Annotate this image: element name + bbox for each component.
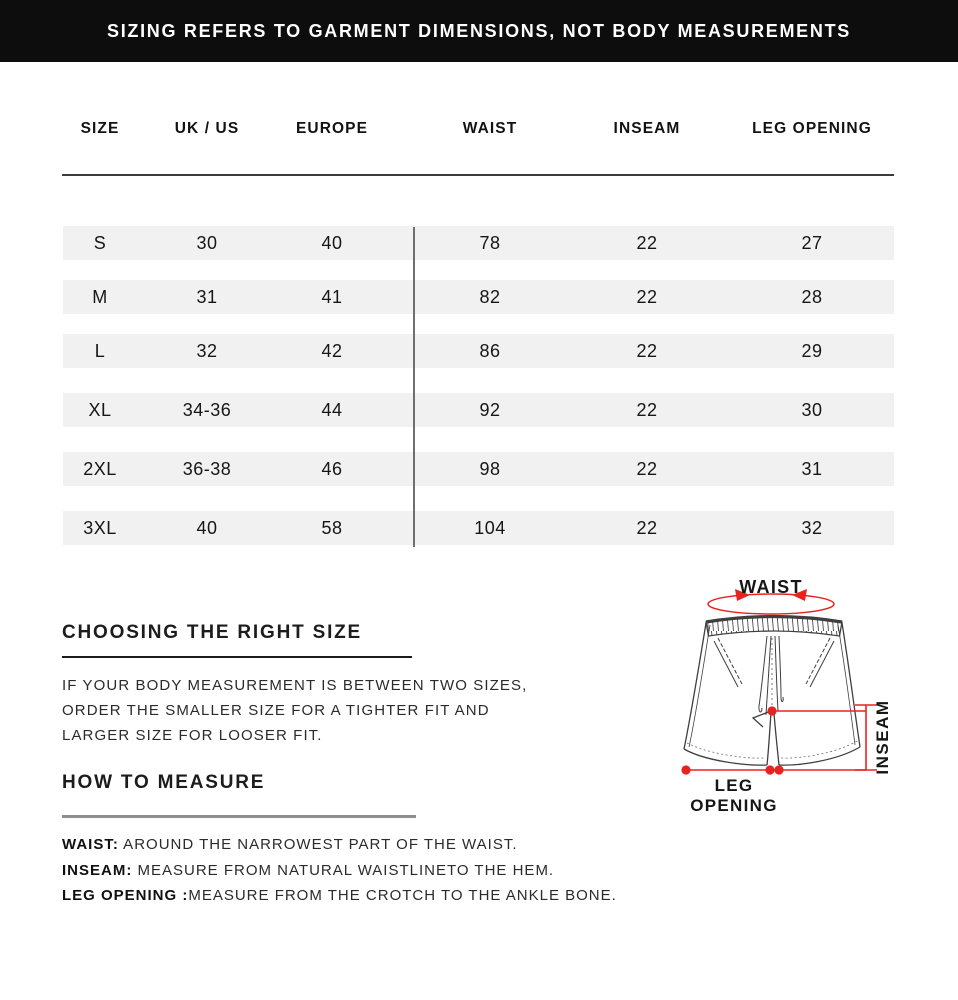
column-header-uk-us: UK / US (174, 120, 240, 137)
shorts-outline-icon (684, 617, 860, 766)
column-header-inseam: INSEAM (613, 120, 681, 137)
measure-item-label: INSEAM: (62, 861, 133, 879)
table-cell: 34-36 (182, 400, 232, 420)
column-header-europe: EUROPE (295, 120, 369, 137)
table-cell: 28 (801, 287, 823, 307)
paragraph-line: LARGER SIZE FOR LOOSER FIT. (62, 727, 323, 744)
table-row-3xl (63, 511, 894, 545)
table-cell: 30 (801, 400, 823, 420)
diagram-leg-opening-label (690, 776, 778, 816)
table-cell: 44 (321, 400, 343, 420)
table-row-xl (63, 393, 894, 427)
table-cell: M (92, 287, 108, 307)
choosing-size-paragraph (62, 673, 527, 748)
table-cell: 36-38 (182, 459, 232, 479)
measure-item-text: AROUND THE NARROWEST PART OF THE WAIST. (118, 836, 518, 853)
column-header-size: SIZE (80, 120, 120, 137)
table-cell: 3XL (83, 518, 117, 538)
table-cell: 22 (636, 287, 658, 307)
table-row-s (63, 226, 894, 260)
column-header-waist: WAIST (462, 120, 518, 137)
measure-item-waist (62, 832, 617, 858)
diagram-inseam-label: INSEAM (873, 699, 892, 775)
leg-opening-line2: OPENING (690, 796, 778, 815)
table-cell: 98 (479, 459, 501, 479)
table-vertical-divider (413, 227, 415, 547)
table-cell: 32 (196, 341, 218, 361)
table-row-m (63, 280, 894, 314)
measure-item-leg-opening (62, 883, 617, 909)
paragraph-line: ORDER THE SMALLER SIZE FOR A TIGHTER FIT AND (62, 702, 490, 719)
table-cell: 46 (321, 459, 343, 479)
table-cell: 31 (196, 287, 218, 307)
table-row-l (63, 334, 894, 368)
measure-item-inseam (62, 858, 617, 884)
choosing-size-heading: CHOOSING THE RIGHT SIZE (62, 622, 363, 643)
how-to-measure-rule (62, 815, 416, 818)
table-cell: 92 (479, 400, 501, 420)
measure-item-text: MEASURE FROM THE CROTCH TO THE ANKLE BONE. (188, 887, 617, 904)
table-cell: 86 (479, 341, 501, 361)
table-cell: 41 (321, 287, 343, 307)
table-cell: S (93, 233, 107, 253)
table-header-rule (62, 174, 894, 176)
table-cell: 42 (321, 341, 343, 361)
measure-item-label: LEG OPENING : (62, 887, 189, 904)
table-cell: 40 (321, 233, 343, 253)
banner-text: SIZING REFERS TO GARMENT DIMENSIONS, NOT BODY MEASUREMENTS (107, 20, 851, 41)
paragraph-line: IF YOUR BODY MEASUREMENT IS BETWEEN TWO SIZES, (62, 677, 528, 694)
table-cell: 22 (636, 341, 658, 361)
table-cell: XL (88, 400, 112, 420)
table-cell: L (94, 341, 106, 361)
table-cell: 27 (801, 233, 823, 253)
table-cell: 2XL (83, 459, 117, 479)
choosing-size-rule (62, 656, 412, 658)
table-row-2xl (63, 452, 894, 486)
shorts-measurement-diagram (650, 565, 958, 845)
leg-opening-line1: LEG (714, 776, 754, 795)
banner (0, 0, 958, 62)
table-cell: 22 (636, 518, 658, 538)
table-cell: 58 (321, 518, 343, 538)
measure-item-text: MEASURE FROM NATURAL WAISTLINETO THE HEM. (132, 861, 555, 879)
table-cell: 78 (479, 233, 501, 253)
how-to-measure-heading: HOW TO MEASURE (62, 772, 266, 793)
table-cell: 29 (801, 341, 823, 361)
table-cell: 82 (479, 287, 501, 307)
measure-item-label: WAIST: (62, 836, 119, 853)
table-cell: 31 (801, 459, 823, 479)
diagram-waist-label: WAIST (739, 577, 803, 597)
table-cell: 30 (196, 233, 218, 253)
table-cell: 22 (636, 233, 658, 253)
table-cell: 22 (636, 459, 658, 479)
leg-opening-measure-icon (681, 765, 866, 774)
table-cell: 104 (474, 518, 506, 538)
how-to-measure-list (62, 832, 617, 909)
table-cell: 32 (801, 518, 823, 538)
column-header-leg-opening: LEG OPENING (752, 120, 872, 137)
table-cell: 40 (196, 518, 218, 538)
table-cell: 22 (636, 400, 658, 420)
